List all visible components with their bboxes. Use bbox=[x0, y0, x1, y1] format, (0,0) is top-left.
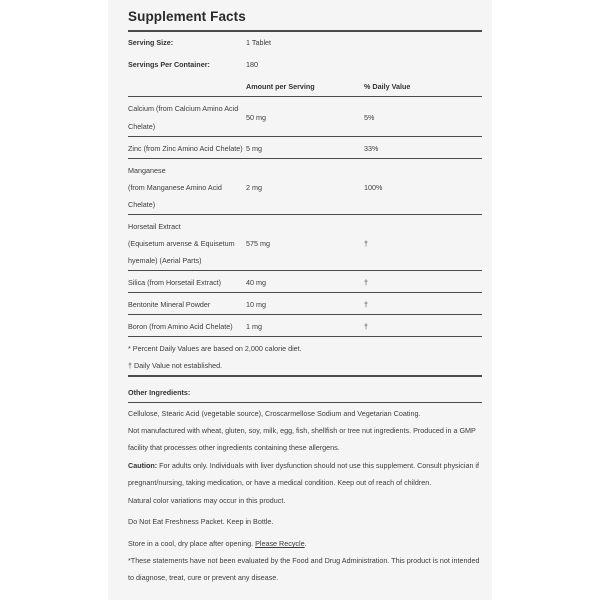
row-divider bbox=[128, 292, 482, 293]
nutrient-daily-value: 5% bbox=[364, 113, 375, 122]
other-ingredients-rule bbox=[128, 402, 482, 403]
color-variation-note: Natural color variations may occur in this product. bbox=[128, 496, 286, 505]
nutrient-name-line: Boron (from Amino Acid Chelate) bbox=[128, 322, 233, 331]
servings-per-container-value: 180 bbox=[246, 60, 258, 69]
title-rule bbox=[128, 30, 482, 32]
nutrient-amount: 5 mg bbox=[246, 144, 262, 153]
nutrient-amount: 40 mg bbox=[246, 278, 266, 287]
serving-size-value: 1 Tablet bbox=[246, 38, 272, 47]
nutrient-amount: 10 mg bbox=[246, 300, 266, 309]
nutrient-daily-value: † bbox=[364, 278, 368, 287]
amount-header: Amount per Serving bbox=[246, 82, 315, 91]
row-divider bbox=[128, 270, 482, 271]
header-rule bbox=[128, 96, 482, 97]
freshness-note: Do Not Eat Freshness Packet. Keep in Bottle. bbox=[128, 517, 274, 526]
other-ingredients-heading: Other Ingredients: bbox=[128, 388, 191, 397]
fda-disclaimer: *These statements have not been evaluated by the Food and Drug Administration. This product is not intended to diagnose, treat, cure or prevent any disease. bbox=[128, 556, 480, 582]
nutrient-name-line: Zinc (from Zinc Amino Acid Chelate) bbox=[128, 144, 243, 153]
nutrient-name-line: Calcium (from Calcium Amino Acid bbox=[128, 104, 239, 113]
servings-per-container-label: Servings Per Container: bbox=[128, 60, 210, 69]
storage-text: Store in a cool, dry place after opening. bbox=[128, 539, 256, 548]
row-divider bbox=[128, 314, 482, 315]
percent-footnote: * Percent Daily Values are based on 2,000 calorie diet. bbox=[128, 344, 302, 353]
nutrient-name-line: (Equisetum arvense & Equisetum bbox=[128, 239, 235, 248]
row-divider bbox=[128, 214, 482, 215]
panel-title: Supplement Facts bbox=[128, 9, 246, 24]
nutrient-name-line: hyemale) (Aerial Parts) bbox=[128, 256, 202, 265]
nutrient-name-line: Manganese bbox=[128, 166, 166, 175]
serving-size-label: Serving Size: bbox=[128, 38, 174, 47]
nutrient-daily-value: † bbox=[364, 239, 368, 248]
allergen-statement: Not manufactured with wheat, gluten, soy, milk, egg, fish, shellfish or tree nut ingredients. Produced in a GMP facility that processes other ingredients containing these allergens. bbox=[128, 426, 476, 452]
daily-value-header: % Daily Value bbox=[364, 82, 411, 91]
nutrient-name-line: Chelate) bbox=[128, 122, 156, 131]
nutrient-name-line: Silica (from Horsetail Extract) bbox=[128, 278, 222, 287]
nutrient-amount: 575 mg bbox=[246, 239, 270, 248]
caution-text: For adults only. Individuals with liver dysfunction should not use this supplement. Consult physician if pregnant/nursing, taking medication, or have a medical condition. Keep out of reach of children. bbox=[128, 461, 480, 487]
ingredients-list: Cellulose, Stearic Acid (vegetable source), Croscarmellose Sodium and Vegetarian Coating. bbox=[128, 409, 421, 418]
nutrient-amount: 2 mg bbox=[246, 183, 262, 192]
nutrient-daily-value: † bbox=[364, 300, 368, 309]
nutrient-amount: 50 mg bbox=[246, 113, 266, 122]
dagger-footnote: † Daily Value not established. bbox=[128, 361, 223, 370]
nutrient-daily-value: 33% bbox=[364, 144, 379, 153]
nutrient-amount: 1 mg bbox=[246, 322, 262, 331]
section-rule bbox=[128, 375, 482, 377]
caution-label: Caution: bbox=[128, 461, 158, 470]
recycle-link: Please Recycle bbox=[255, 539, 305, 548]
nutrient-name-line: Chelate) bbox=[128, 200, 156, 209]
nutrient-daily-value: † bbox=[364, 322, 368, 331]
storage-end: . bbox=[304, 539, 307, 548]
storage-note bbox=[128, 536, 484, 553]
caution-statement bbox=[128, 458, 484, 491]
row-divider bbox=[128, 158, 482, 159]
row-divider bbox=[128, 136, 482, 137]
nutrient-daily-value: 100% bbox=[364, 183, 383, 192]
row-divider bbox=[128, 336, 482, 337]
nutrient-name-line: (from Manganese Amino Acid bbox=[128, 183, 222, 192]
nutrient-name-line: Horsetail Extract bbox=[128, 222, 181, 231]
nutrient-name-line: Bentonite Mineral Powder bbox=[128, 300, 211, 309]
